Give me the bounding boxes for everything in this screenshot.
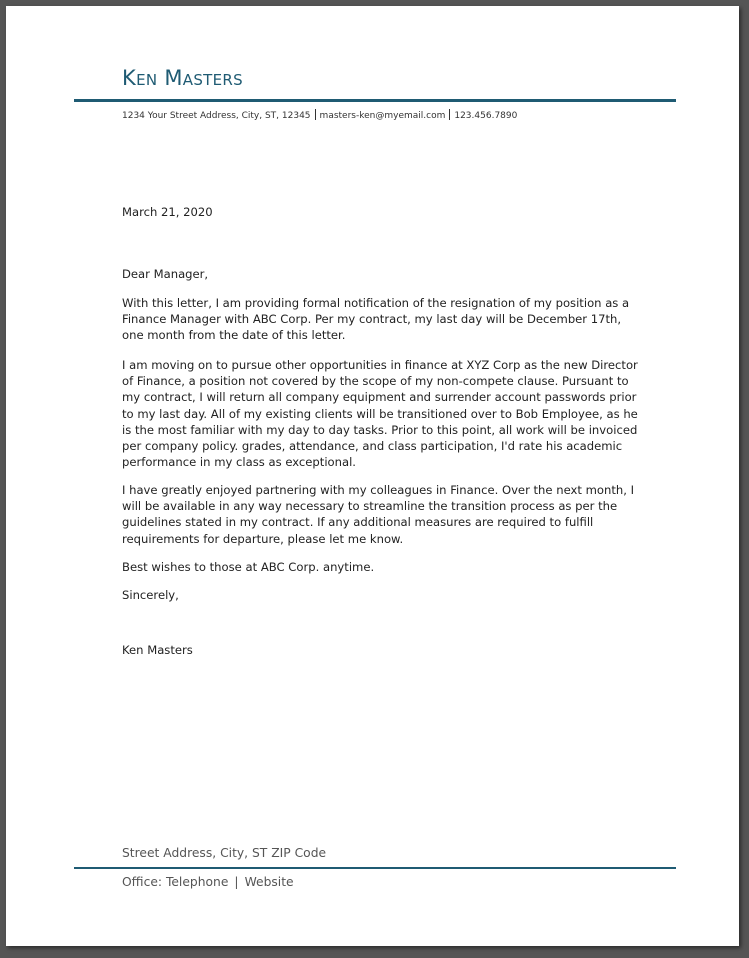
- sender-address: 1234 Your Street Address, City, ST, 12345: [122, 111, 311, 121]
- sender-email: masters-ken@myemail.com: [319, 111, 446, 121]
- sender-contact-line: [122, 109, 517, 121]
- footer-office: Office: Telephone: [122, 875, 229, 889]
- sender-name: Ken Masters: [122, 66, 243, 90]
- letter-signature: Ken Masters: [122, 643, 193, 657]
- letter-greeting: Dear Manager,: [122, 267, 209, 281]
- letter-page: [6, 6, 739, 946]
- letter-date: March 21, 2020: [122, 205, 213, 219]
- letter-paragraph: Best wishes to those at ABC Corp. anytime.: [122, 560, 375, 574]
- letter-paragraph: I have greatly enjoyed partnering with my colleagues in Finance. Over the next month, I will be available in any way necessary to streamline the transition process as per the guidelines stated in my contract. If any additional measures are required to fulfill requirements for departure, please let me know.: [122, 483, 635, 546]
- footer-separator: |: [234, 875, 239, 889]
- footer-rule: [74, 867, 676, 869]
- letter-paragraph: With this letter, I am providing formal notification of the resignation of my position as a Finance Manager with ABC Corp. Per my contract, my last day will be December 17th, one month from the date of this letter.: [122, 296, 630, 343]
- contact-separator: [315, 109, 316, 120]
- letter-paragraph: I am moving on to pursue other opportunities in finance at XYZ Corp as the new Director of Finance, a position not covered by the scope of my non-compete clause. Pursuant to my contract, I will return all company equipment and surrender account passwords prior to my last day. All of my existing clients will be transitioned over to Bob Employee, as he is the most familiar with my day to day tasks. Prior to this point, all work will be invoiced per company policy. grades, attendance, and class participation, I'd rate his academic performance in my class as exceptional.: [122, 358, 638, 470]
- footer-website: Website: [244, 875, 294, 889]
- footer-address: Street Address, City, ST ZIP Code: [122, 846, 327, 860]
- letter-closing: Sincerely,: [122, 588, 179, 602]
- header-rule: [74, 99, 676, 102]
- footer-contact-line: [122, 875, 294, 889]
- contact-separator: [449, 109, 450, 120]
- sender-phone: 123.456.7890: [454, 111, 518, 121]
